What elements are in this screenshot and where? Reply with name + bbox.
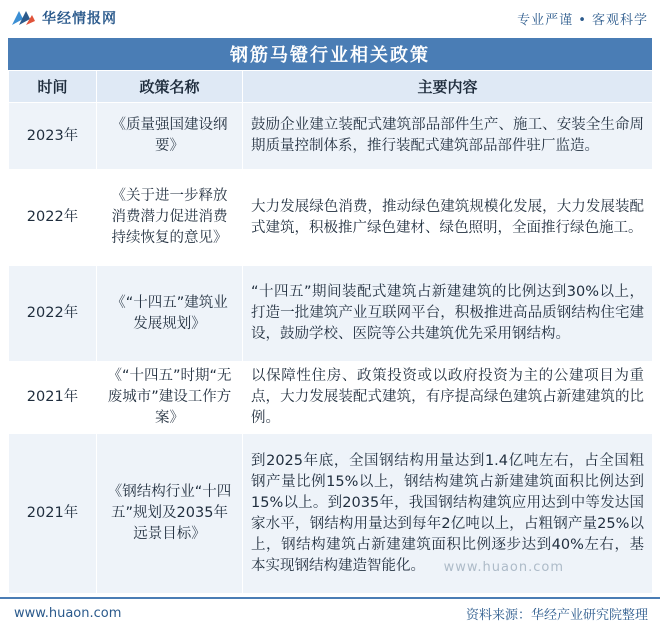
footer xyxy=(0,597,660,627)
slogan: 专业严谨 • 客观科学 xyxy=(517,12,648,28)
huajing-logo-icon xyxy=(10,7,36,29)
table-header-row xyxy=(9,71,653,103)
row-year: 2022年 xyxy=(9,170,97,266)
row-year: 2021年 xyxy=(9,434,97,594)
page-title: 钢筋马镫行业相关政策 xyxy=(8,38,652,70)
row-policy: 《关于进一步释放消费潜力促进消费持续恢复的意见》 xyxy=(97,170,243,266)
table-row xyxy=(9,170,653,266)
row-year: 2022年 xyxy=(9,266,97,362)
table-row xyxy=(9,362,653,434)
footer-source: 资料来源：华经产业研究院整理 xyxy=(465,607,648,623)
brand-name: 华经情报网 xyxy=(42,11,117,27)
table-row xyxy=(9,266,653,362)
row-content: 以保障性住房、政策投资或以政府投资为主的公建项目为重点，大力发展装配式建筑，有序提高绿色建筑占新建建筑的比例。 xyxy=(243,362,653,434)
brand xyxy=(10,7,117,29)
column-header-content: 主要内容 xyxy=(243,71,653,103)
row-policy: 《“十四五”建筑业发展规划》 xyxy=(97,266,243,362)
row-year: 2021年 xyxy=(9,362,97,434)
row-content: 到2025年底，全国钢结构用量达到1.4亿吨左右，占全国粗钢产量比例15%以上，钢结构建筑占新建建筑面积比例达到15%以上。到2035年，我国钢结构建筑应用达到中等发达国家水平，钢结构用量达到每年2亿吨以上，占粗钢产量25%以上，钢结构建筑占新建建筑面积比例逐步达到40%左右，基本实现钢结构建造智能化。 xyxy=(243,434,653,594)
footer-website: www.huaon.com xyxy=(14,605,122,621)
row-content: “十四五”期间装配式建筑占新建建筑的比例达到30%以上，打造一批建筑产业互联网平台，积极推进高品质钢结构住宅建设，鼓励学校、医院等公共建筑优先采用钢结构。 xyxy=(243,266,653,362)
column-header-policy: 政策名称 xyxy=(97,71,243,103)
row-year: 2023年 xyxy=(9,103,97,170)
top-bar xyxy=(0,0,660,36)
row-policy: 《钢结构行业“十四五”规划及2035年远景目标》 xyxy=(97,434,243,594)
table-row xyxy=(9,103,653,170)
row-policy: 《“十四五”时期“无废城市”建设工作方案》 xyxy=(97,362,243,434)
row-content: 鼓励企业建立装配式建筑部品部件生产、施工、安装全生命周期质量控制体系，推行装配式建筑部品部件驻厂监造。 xyxy=(243,103,653,170)
row-policy: 《质量强国建设纲要》 xyxy=(97,103,243,170)
policy-table xyxy=(8,70,653,594)
watermark: www.huaon.com xyxy=(443,560,564,575)
column-header-time: 时间 xyxy=(9,71,97,103)
row-content: 大力发展绿色消费，推动绿色建筑规模化发展，大力发展装配式建筑，积极推广绿色建材、绿色照明，全面推行绿色施工。 xyxy=(243,170,653,266)
